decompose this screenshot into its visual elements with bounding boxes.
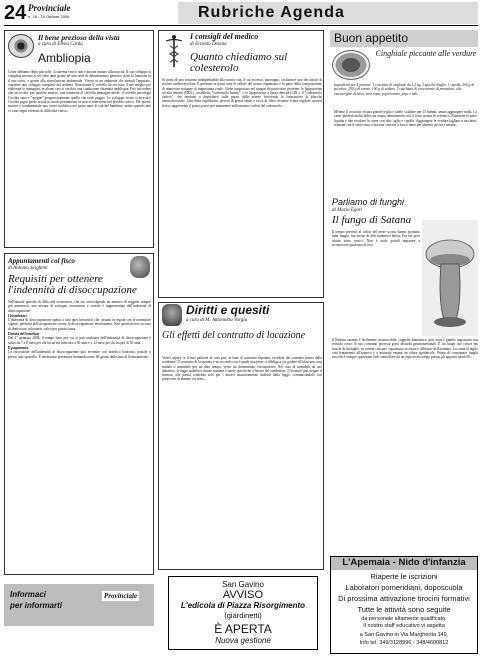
- vista-kicker: Il bene prezioso della vista: [38, 33, 120, 42]
- lavoro-subheading: I beneficiari: [8, 313, 27, 318]
- lavoro-paragraph: Dal 1° gennaio 2008, il tempo base per cui si può usufruire dell'indennità di disoccupazione è salito da 7 a 8 mesi per chi ha un'età inferiore a 50 anni e a 12 mesi per chi ha più di 50 anni.: [8, 336, 151, 345]
- edicola-ad-town: San Gavino: [222, 580, 264, 589]
- lavoro-paragraph: L'indennità di disoccupazione spetta a tutti quei lavoratori che, assunti in regola con le normative vigenti, perdono dell'occupazione contro la disoccupazione involontaria. Non spetta invece in caso di dimissioni volontarie, salvo per giusta causa.: [8, 318, 151, 331]
- diritti-subtitle: Gli effetti del contratto di locazione: [162, 330, 306, 341]
- mushroom-photo: [422, 220, 478, 336]
- funghi-author: di Mario Egari: [332, 208, 363, 213]
- section-title: Rubriche Agenda: [178, 2, 478, 24]
- nido-ad-title: L'Apemaia - Nido d'infanzia: [342, 557, 466, 568]
- lavoro-paragraph: Nell'attuale periodo di difficoltà economica, che sta coinvolgendo un numero di soggetti sempre più numeroso, una misura di sostegno economico e sociale è rappresentata dall'indennità di disoccupazione.: [8, 300, 151, 313]
- funghi-title: Il fungo di Satana: [332, 214, 412, 226]
- edicola-ad-line: L'edicola di Piazza Risorgimento: [180, 601, 306, 610]
- header-rule: [4, 25, 478, 26]
- lavoro-body: [8, 300, 151, 572]
- ricetta-section: Buon appetito: [334, 31, 409, 45]
- page-number: 24: [4, 2, 27, 24]
- medico-kicker: I consigli del medico: [190, 32, 259, 41]
- nido-ad-line: Il nostro staff educativo vi aspetta: [363, 623, 445, 629]
- lavoro-subheading: Durata del beneficio: [8, 332, 40, 337]
- edicola-ad-heading: AVVISO: [222, 589, 264, 601]
- nido-ad-line: Di prossima attivazione tirocini formativi: [338, 594, 470, 603]
- funghi-body: Il tempo previsto al calcio del mese scorso hanno prodotto tanti funghi, ma anche di altri numerosi boleti. Fra cui però alcuni sono tossici. Non è male quindi imparare a riconoscere qualcuno di essi.: [332, 230, 420, 247]
- scales-icon: [162, 304, 182, 326]
- masthead-logo: Provinciale: [28, 3, 71, 13]
- nido-ad-line: Tutte le attività sono seguite: [357, 605, 451, 614]
- funghi-kicker: Parliamo di funghi: [332, 197, 405, 207]
- info-banner-line: per informarti: [10, 601, 63, 610]
- lavoro-subheading: Il pagamento: [8, 345, 29, 350]
- edicola-ad-open: È APERTA: [214, 622, 272, 636]
- diritti-author: a cura di M. Antonietta Vargiu: [186, 318, 248, 323]
- nido-ad-line: Riaperte le iscrizioni: [370, 572, 438, 581]
- funghi-body-continued: Il Boletus satanas è facilmente riconoscibile: cappello biancastro, pori rossi e gambo ingrossato con reticolo rosso. Il suo consumo provoca gravi disturbi gastrointestinali. È un fungo che cresce nei boschi di latifoglie, su terreni calcarei, soprattutto in estate e all'inizio dell'autunno. La carne al taglio vira lentamente all'azzurro e a maturità emana un odore sgradevole. Prima di consumare funghi raccolti è sempre opportuno farli controllare da un esperto micologo presso gli appositi sportelli...: [332, 338, 478, 360]
- nido-ad-phone: Info tel. 349/3128996 - 348/4600812: [359, 640, 449, 646]
- caduceus-icon: [162, 34, 186, 68]
- medico-body: Si tratta di una sostanza indispensabile alla nostra vita, il cui eccesso, purtroppo, costituisce uno dei fattori di rischio cardiovascolare. È presente in quasi tutte le cellule del nostro organismo e fa parte della composizione di numerose sostanze di importanza vitale. Viene trasportato nel sangue da particolari proteine: le lipoproteine ad alta densità (HDL), cosiddetto "colesterolo buono", e le lipoproteine a bassa densità (LDL), il "colesterolo cattivo", che tendono a depositarsi sulle pareti delle arterie favorendo la formazione di placche aterosclerotiche. Una dieta equilibrata, povera di grassi saturi e ricca di fibre, insieme a una regolare attività fisica, rappresenta il primo passo per mantenere nella norma i valori del colesterolo...: [162, 78, 322, 108]
- diritti-body: Vorrei sapere se il mio padrone di casa può, in base al contratto stipulato, recedere dal contratto prima della scadenza? Il contratto di locazione è un accordo con il quale una parte si obbliga a far godere all'altra una cosa mobile o immobile per un dato tempo, verso un determinato corrispettivo. Nel caso di immobili ad uso abitativo, la legge stabilisce durate minime e tutele specifiche a favore del conduttore. Il locatore può negare il rinnovo alla prima scadenza solo per i motivi tassativamente indicati dalla legge, comunicandolo con preavviso di almeno sei mesi...: [162, 356, 322, 382]
- dish-photo: [332, 50, 370, 80]
- info-banner-line: Informaci: [10, 590, 47, 599]
- lavoro-author: di Antonio Scighetti: [8, 266, 48, 271]
- nido-ad-address: a San Gavino in Via Margherita 149,: [359, 632, 449, 638]
- nido-ad-line: da personale altamente qualificato.: [361, 616, 447, 622]
- edicola-ad-management: Nuova gestione: [215, 636, 271, 645]
- nido-ad-line: Laboratori pomeridiani, doposcuola: [345, 583, 463, 592]
- ricetta-title: Cinghiale piccante alle verdure: [375, 49, 477, 58]
- ricetta-body: Mettete il cosciotto in una grande teglia e fatelo scaldare per 15 minuti, senza aggiungere nulla. La carne perderà molta della sua acqua, diminuendo così il forte aroma di selvatico. Eliminate la parte liquida e fate rosolare la carne con olio, aglio e cipolla. Aggiungete le verdure tagliate a tocchetti, sfumate con il vino rosso e lasciate cuocere a fuoco lento per almeno un'ora e mezza...: [334, 110, 477, 127]
- vista-body: Come abbiamo detto più volte, il sistema visivo non è ancora maturo alla nascita. Il suo sviluppo si completa intorno ai sei-sette anni grazie ad una serie di determinismo genetico dove la funzione fa il suo corso, e grazie alla stimolazione ambientale. Vivere in un ambiente che stimoli l'apparato, consente uno sviluppo completo del sistema. Nonostante il cervello faccia tutto il suo meglio per elaborare le immagini, in alcuni casi si verifica una condizione chiamata ambliopia. Può succedere che un occhio, per qualche motivo, non trasmetta al cervello immagini nitide: il cervello privilegia l'occhio sano e "spegne" progressivamente quello che vede peggio. Lo sviluppo visivo si arresta e l'occhio pigro perde acuità in modo permanente se non si interviene nel periodo critico. Per questo motivo è fondamentale una visita oculistica nei primi anni di vita del bambino, anche quando non vi sono segni evidenti di difficoltà visiva...: [8, 70, 151, 113]
- info-banner-logo: Provinciale: [104, 592, 138, 600]
- eye-icon: [8, 34, 34, 58]
- medico-title: Quanto chiediamo sul colesterolo: [190, 51, 288, 74]
- lavoro-kicker: Appuntamenti col fisco: [8, 257, 75, 265]
- edicola-ad-line: (giardinetti): [224, 611, 262, 620]
- vista-title: Ambliopia: [38, 51, 91, 65]
- issue-date: n. 18 - 15 Ottobre 2009: [28, 14, 70, 19]
- vista-author: a cura di Elena Corda: [38, 42, 83, 47]
- diritti-title: Diritti e quesiti: [186, 303, 270, 317]
- lavoro-title: Requisiti per ottenere l'indennità di disoccupazione: [8, 273, 137, 296]
- medico-author: di Ernesto Deiana: [190, 42, 227, 47]
- ricetta-ingredients: Ingredienti per 4 persone: 1 cosciotto di cinghiale da 1,2 kg, 2 spicchi d'aglio, 1 cipolla, 200 g di zucchine, 200 g di carote, 100 g di sedano, 1 cucchiaio di concentrato di pomodoro, olio extravergine di oliva, vino rosso, peperoncino, pepe e sale.: [334, 83, 474, 96]
- lavoro-paragraph: La riscossione dell'indennità di disoccupazione può avvenire con bonifico bancario, postale o presso uno sportello. È necessario presentare domanda entro 68 giorni dalla data di licenziamento.: [8, 350, 151, 359]
